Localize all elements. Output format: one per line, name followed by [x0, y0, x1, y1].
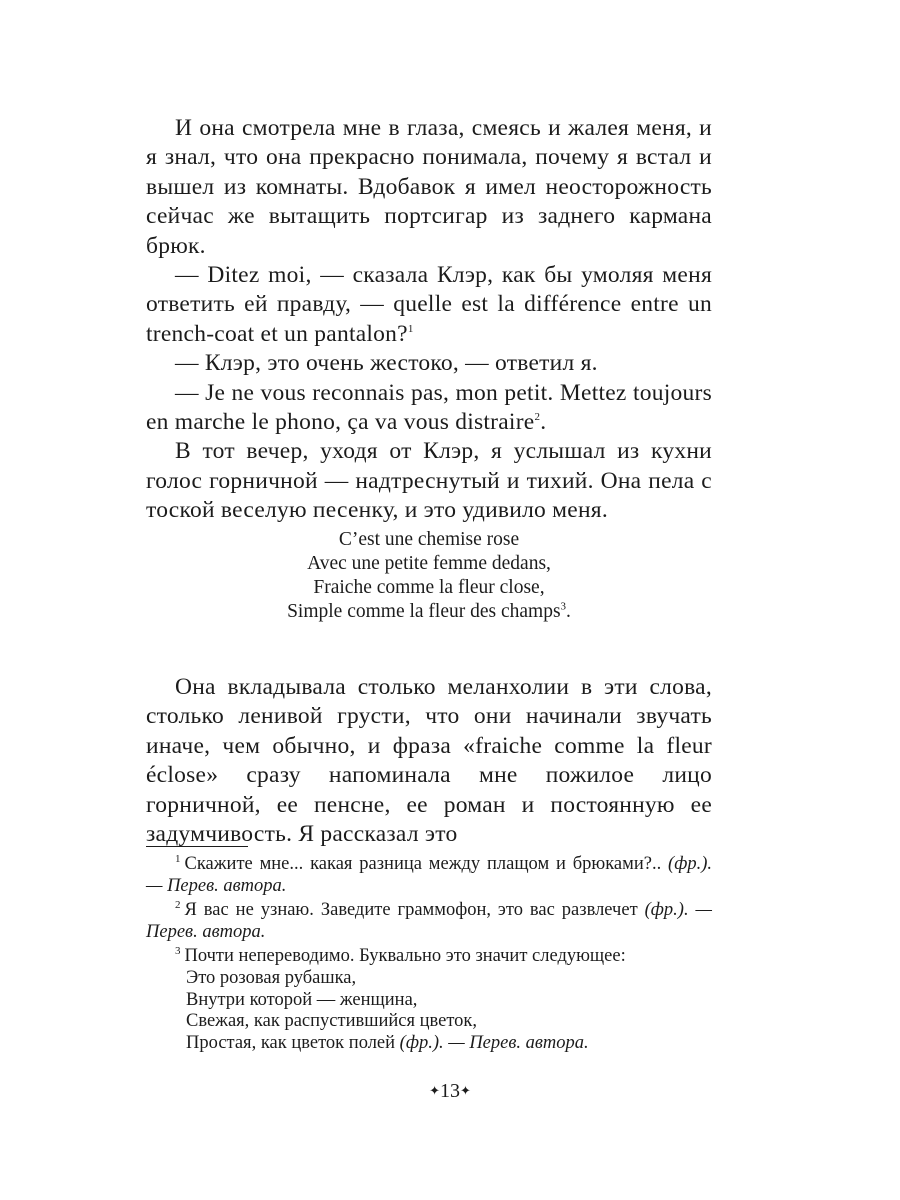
paragraph: [146, 379, 712, 438]
footnote-ref: 1: [407, 323, 414, 336]
footnote-number: 1: [175, 852, 181, 865]
poem-line: C’est une chemise rose: [338, 529, 520, 550]
paragraph-text: — Je ne vous reconnais pas, mon petit. Mettez toujours en marche le phono, ça va vous distraire: [146, 379, 712, 436]
footnotes: [146, 854, 712, 1057]
footnote-1: [146, 854, 712, 897]
page-number: [0, 1079, 900, 1103]
ornament-left-icon: ✦: [429, 1083, 440, 1098]
footnote-source: (фр.). — Перев. автора.: [146, 900, 712, 942]
paragraph: И она смотрела мне в глаза, смеясь и жалея меня, и я знал, что она прекрасно понимала, почему я встал и вышел из комнаты. Вдобавок я имел неосторожность сейчас же вытащить портсигар из заднего кармана брюк.: [146, 115, 712, 259]
footnote-3: [146, 946, 712, 1054]
body-text-bottom: [146, 673, 712, 849]
footnote-line: [146, 946, 712, 968]
punctuation: .: [566, 601, 571, 622]
footnote-text: Я вас не узнаю. Заведите граммофон, это вас развлечет: [184, 900, 638, 921]
footnote-text: Почти непереводимо. Буквально это значит следующее:: [184, 946, 626, 967]
footnote-number: 2: [175, 899, 181, 912]
footnote-source: (фр.). — Перев. автора.: [399, 1032, 589, 1053]
ornament-right-icon: ✦: [460, 1083, 471, 1098]
footnote-line: Это розовая рубашка,: [186, 967, 357, 988]
footnote-number: 3: [175, 945, 181, 958]
footnote-source: (фр.). — Перев. автора.: [146, 854, 713, 896]
paragraph-text: — Ditez moi, — сказала Клэр, как бы умоляя меня ответить ей правду, — quelle est la différence entre un trench-coat et un pantalon?: [146, 262, 712, 347]
poem-line: [146, 600, 712, 624]
footnote-line: Свежая, как распустившийся цветок,: [186, 1011, 478, 1032]
punctuation: .: [540, 409, 547, 436]
poem: [146, 528, 712, 624]
footnote-ref: 2: [534, 411, 541, 424]
paragraph: В тот вечер, уходя от Клэр, я услышал из кухни голос горничной — надтреснутый и тихий. Она пела с тоской веселую песенку, и это удивило меня.: [146, 438, 712, 524]
poem-line: Fraiche comme la fleur close,: [313, 577, 545, 598]
body-text-top: [146, 114, 712, 526]
paragraph: — Клэр, это очень жестоко, — ответил я.: [175, 350, 598, 377]
poem-line: Avec une petite femme dedans,: [307, 553, 551, 574]
paragraph: [146, 261, 712, 349]
paragraph: Она вкладывала столько меланхолии в эти слова, столько ленивой грусти, что они начинали звучать иначе, чем обычно, и фраза «fraiche comme la fleur éclose» сразу напоминала мне пожилое лицо горничной, ее пенсне, ее роман и постоянную ее задумчивость. Я рассказал это: [146, 674, 712, 848]
footnote-line-text: Простая, как цветок полей: [186, 1032, 396, 1053]
poem-text: Simple comme la fleur des champs: [287, 601, 561, 622]
footnote-line: Внутри которой — женщина,: [186, 989, 418, 1010]
footnote-2: [146, 900, 712, 943]
footnote-divider: [146, 846, 248, 847]
footnote-line: [146, 1033, 712, 1055]
footnote-text: Скажите мне... какая разница между плащом и брюками?..: [184, 854, 662, 874]
page-number-text: 13: [440, 1080, 460, 1102]
footnote-ref: 3: [560, 600, 567, 613]
